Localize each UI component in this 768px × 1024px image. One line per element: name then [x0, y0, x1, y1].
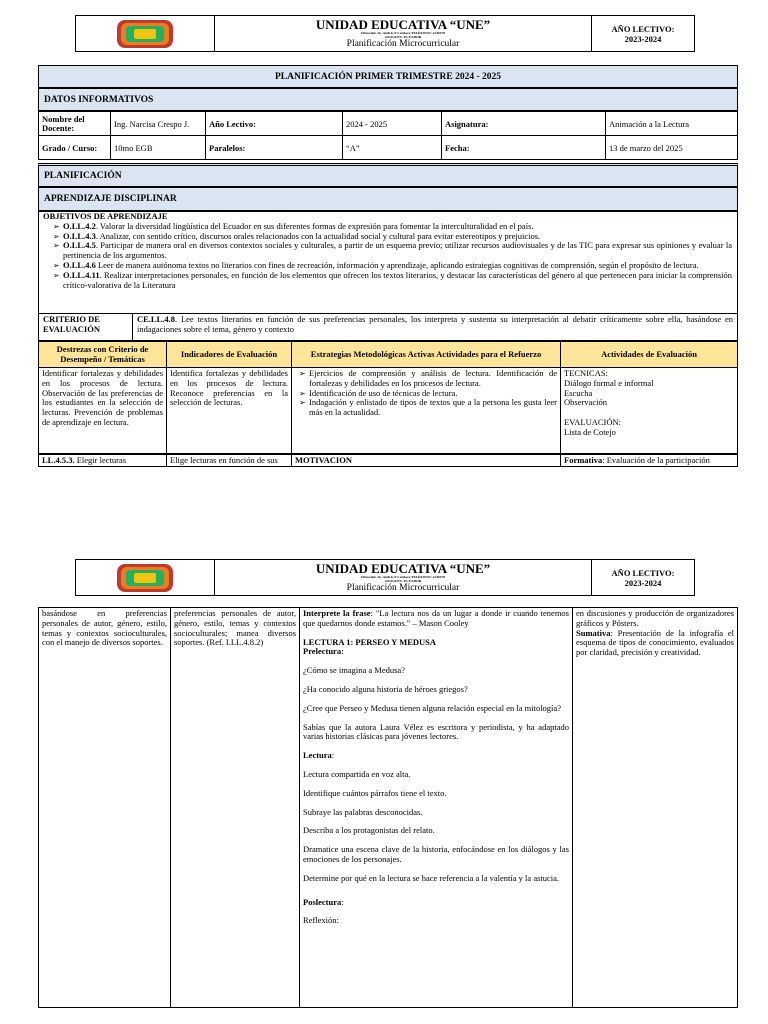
objetivo-text: Leer de manera autónoma textos no literarios con fines de recreación, información y aprendizaje, aplicando estrategias cognitivas de comprensión, según el propósito de lectura. [95, 259, 699, 270]
row2-indicadores: Elige lecturas en función de sus [167, 454, 292, 467]
year-value: 2023-2024 [624, 577, 662, 588]
grado-label: Grado / Curso: [39, 136, 111, 160]
objetivos-list [43, 222, 732, 291]
year-value: 2023-2024 [624, 33, 662, 44]
paralelos-value: “A” [343, 136, 442, 160]
tecnica-item: Observación [564, 397, 607, 408]
page-header [75, 559, 695, 596]
row1-indicadores: Identifica fortalezas y debilidades en los procesos de lectura. Reconoce preferencias en la selección de lecturas. [167, 368, 292, 454]
page-header [75, 15, 695, 52]
tecnicas-label: TECNICAS: [564, 368, 608, 378]
criterio-text [133, 314, 737, 340]
interpreta-label: Interprete la frase [303, 608, 371, 618]
aprendizaje-title-text: APRENDIZAJE DISCIPLINAR [44, 194, 177, 204]
anio-value: 2024 - 2025 [343, 112, 442, 136]
p2-estrategias: Interprete la frase: "La lectura nos da un lugar a donde ir cuando tenemos que quedarnos donde estamos." – Mason Cooley LECTURA 1: PERSEO Y MEDUSA Prelectura: ¿Cómo se imagina a Medusa? ¿Ha conocido alguna historia de héroes griegos? ¿Cree que Perseo y Medusa tienen alguna relación especial en la mitología? Sabías que la autora Laura Vélez es escritora y periodista, y ha adaptado varias historias clásicas para jóvenes lectores. Lectura: Lectura compartida en voz alta. Identifique cuántos párrafos tiene el texto. Subraye las palabras desconocidas. Describa a los protagonistas del relato. Dramatice una escena clave de la historia, enfocándose en los diálogos y las emociones de los personajes. Determine por qué en la lectura se hace referencia a la valentía y la astucia. Poslectura: Reflexión: [300, 608, 573, 1008]
objetivos-section [38, 211, 738, 314]
activity-item: Lectura compartida en voz alta. [303, 768, 411, 779]
sumativa-label: Sumativa [576, 627, 611, 638]
logo-icon [116, 563, 174, 593]
header-subtitle: Planificación Microcurricular [346, 583, 460, 593]
p2-destrezas: basándose en preferencias personales de autor, género, estilo, temas y contextos socioculturales, con el manejo de diversos soportes. [39, 608, 171, 1008]
paralelos-label: Paralelos: [206, 136, 343, 160]
formativa-label: Formativa [564, 454, 603, 465]
list-item [63, 271, 732, 291]
fecha-value: 13 de marzo del 2025 [606, 136, 738, 160]
school-city: AZOGUES- ECUADOR [384, 579, 422, 583]
datos-title-text: DATOS INFORMATIVOS [44, 94, 154, 105]
poslectura-label: Poslectura [303, 896, 342, 907]
logo-icon [116, 19, 174, 49]
objetivo-text: . Participar de manera oral en diversos contextos sociales y culturales, a partir de un esquema previo; utilizar recursos audiovisuales y de las TIC para expresar sus opiniones y evaluar la pertinencia de los argumentos. [63, 240, 732, 261]
objetivo-code: O.LL.4.5 [63, 240, 96, 251]
criterio-section [38, 313, 738, 341]
criterio-label: CRITERIO DE EVALUACIÓN [39, 314, 133, 340]
tecnica-item: Diálogo formal e informal [564, 377, 654, 388]
planning-grid-continued [38, 607, 738, 1008]
list-item: ➢ Ejercicios de comprensión y análisis de lectura. Identificación de fortalezas y debilidades en los procesos de lectura. [309, 369, 557, 389]
lectura-label: Lectura [303, 750, 332, 761]
grado-value: 10mo EGB [111, 136, 206, 160]
school-logo [76, 560, 215, 595]
reflexion-label: Reflexión: [303, 915, 339, 926]
question-item: ¿Cómo se imagina a Medusa? [303, 665, 405, 676]
activity-item: Identifique cuántos párrafos tiene el texto. [303, 787, 447, 798]
row1-actividades [561, 368, 738, 454]
school-address: Dirección: Av. Andrés F Córdova TELÉFONO: 2240178 [361, 575, 445, 579]
question-item: Sabías que la autora Laura Vélez es escritora y periodista, y ha adaptado varias historias clásicas para jóvenes lectores. [303, 721, 569, 742]
school-city: AZOGUES- ECUADOR [384, 35, 422, 39]
plan-title [38, 65, 738, 88]
lectura-title: LECTURA 1: PERSEO Y MEDUSA [303, 636, 437, 647]
planificacion-title-text: PLANIFICACIÓN [44, 171, 122, 181]
destreza-code: LL.4.5.3. [42, 454, 75, 465]
question-item: ¿Cree que Perseo y Medusa tienen alguna relación especial en la mitología? [303, 702, 561, 713]
school-address: Dirección: Av. Andrés F Córdova TELÉFONO: 2240178 [361, 31, 445, 35]
estrategias-list [295, 369, 557, 418]
fecha-label: Fecha: [442, 136, 606, 160]
header-destrezas: Destrezas con Criterio de Desempeño / Temáticas [39, 342, 167, 368]
row1-estrategias [292, 368, 561, 454]
plan-title-text: PLANIFICACIÓN PRIMER TRIMESTRE 2024 - 2025 [275, 71, 501, 82]
list-item: ➢ Identificación de uso de técnicas de lectura. [309, 389, 557, 399]
tecnica-item: Escucha [564, 387, 593, 398]
asignatura-value: Animación a la Lectura [606, 112, 738, 136]
row2-estrategias: MOTIVACION [292, 454, 561, 467]
docente-value: Ing. Narcisa Crespo J. [111, 112, 206, 136]
asignatura-label: Asignatura: [442, 112, 606, 136]
table-row [39, 368, 738, 454]
header-estrategias: Estrategias Metodológicas Activas Actividades para el Refuerzo [292, 342, 561, 368]
list-item: ➢ Indagación y enlistado de tipos de textos que a la persona les gusta leer más en la actualidad. [309, 398, 557, 418]
objetivo-code: O.LL.4.3 [63, 230, 96, 241]
interpreta-text: : "La lectura nos da un lugar a donde ir cuando tenemos que quedarnos donde estamos." – Mason Cooley [303, 608, 569, 628]
activity-item: Describa a los protagonistas del relato. [303, 825, 435, 836]
row2-destrezas [39, 454, 167, 467]
school-name: UNIDAD EDUCATIVA “UNE” [315, 561, 491, 576]
sumativa-body: : Presentación de la infografía el esquema de tipos de conocimiento, evaluados por claridad, precisión y creatividad. [576, 627, 734, 658]
objetivo-text: . Analizar, con sentido crítico, discursos orales relacionados con la actualidad social y cultural para evitar estereotipos y prejuicios. [95, 230, 541, 241]
objetivo-text: . Realizar interpretaciones personales, en función de los elementos que ofrecen los textos literarios, y destacar las características del género al que pertenecen para iniciar la comprensión crítico-valorativa de la Literatura [63, 269, 732, 290]
sumativa-text [576, 629, 734, 658]
question-item: ¿Ha conocido alguna historia de héroes griegos? [303, 683, 468, 694]
destreza-text: Elegir lecturas [74, 454, 127, 465]
objetivo-code: O.LL.4.6 [63, 259, 96, 270]
anio-label: Año Lectivo: [206, 112, 343, 136]
header-actividades: Actividades de Evaluación [561, 342, 738, 368]
activity-item: Determine por qué en la lectura se hace referencia a la valentía y la astucia. [303, 872, 560, 883]
header-subtitle: Planificación Microcurricular [346, 39, 460, 49]
criterio-code: CE.LL.4.8 [137, 314, 176, 324]
docente-label: Nombre del Docente: [39, 112, 111, 136]
objetivo-code: O.LL.4.11 [63, 269, 100, 280]
evaluacion-value: Lista de Cotejo [564, 426, 616, 437]
info-table [38, 111, 738, 160]
year-label: AÑO LECTIVO: [611, 567, 675, 578]
evaluacion-label: EVALUACIÓN: [564, 417, 621, 428]
list-item [63, 241, 732, 261]
table-row [39, 454, 738, 467]
school-logo [76, 16, 215, 51]
p2-actividades [573, 608, 738, 1008]
info-row [39, 136, 738, 160]
grid-header-row [39, 342, 738, 368]
aprendizaje-title [38, 187, 738, 211]
p2-indicadores: preferencias personales de autor, género, estilo, temas y contextos socioculturales; manea diversos soportes. (Ref. I.LL.4.8.2) [171, 608, 300, 1008]
objetivo-text: . Valorar la diversidad lingüística del Ecuador en sus diferentes formas de expresión para fomentar la interculturalidad en el país. [95, 220, 534, 231]
prelectura-label: Prelectura [303, 646, 342, 657]
activity-item: Subraye las palabras desconocidas. [303, 806, 423, 817]
header-indicadores: Indicadores de Evaluación [167, 342, 292, 368]
year-label: AÑO LECTIVO: [611, 23, 675, 34]
row2-actividades [561, 454, 738, 467]
actividades-text: en discusiones y producción de organizadores gráficos y Pósters. [576, 608, 734, 628]
info-row [39, 112, 738, 136]
datos-informativos-title [38, 88, 738, 111]
criterio-body: . Lee textos literarios en función de sus preferencias personales, los interpreta y sustenta su interpretación al debatir críticamente sobre ella, basándose en indagaciones sobre el tema, género y contexto [137, 314, 733, 334]
activity-item: Dramatice una escena clave de la historia, enfocándose en los diálogos y las emociones de los personajes. [303, 844, 569, 864]
planning-grid [38, 341, 738, 467]
objetivos-title: OBJETIVOS DE APRENDIZAJE [43, 211, 168, 221]
table-row [39, 608, 738, 1008]
planificacion-title [38, 163, 738, 187]
school-name: UNIDAD EDUCATIVA “UNE” [315, 17, 491, 32]
formativa-text: : Evaluación de la participación [602, 454, 710, 465]
objetivo-code: O.LL.4.2 [63, 220, 96, 231]
row1-destrezas: Identificar fortalezas y debilidades en los procesos de lectura. Observación de las preferencias de los estudiantes en la selección de lecturas. Prevención de problemas de aprendizaje en lectura. [39, 368, 167, 454]
